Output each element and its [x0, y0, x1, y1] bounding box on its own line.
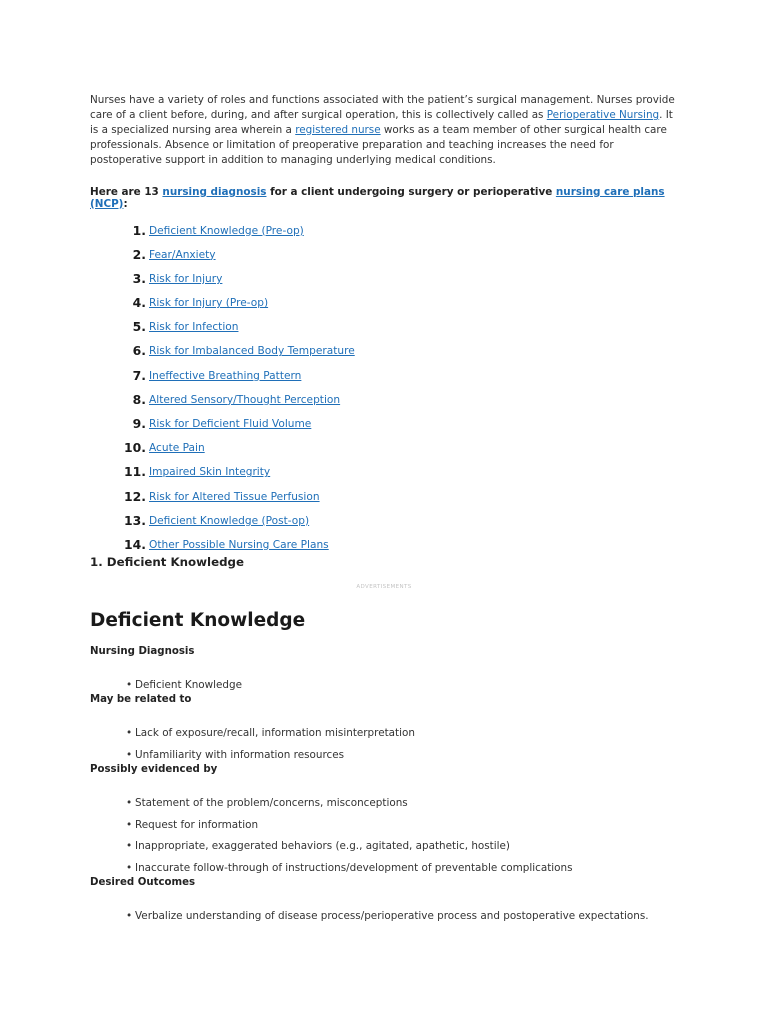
bullet-icon: • [126, 727, 133, 739]
toc-number: 5. [132, 319, 146, 335]
toc-item [90, 417, 675, 441]
toc-link[interactable]: Deficient Knowledge (Pre-op) [149, 224, 304, 237]
toc-item [90, 248, 675, 272]
table-of-contents [90, 224, 675, 563]
toc-link[interactable]: Impaired Skin Integrity [149, 466, 271, 479]
desired-outcomes-label: Desired Outcomes [90, 877, 196, 888]
toc-link[interactable]: Risk for Imbalanced Body Temperature [149, 345, 355, 358]
article-body [90, 93, 675, 922]
list-item-text: Deficient Knowledge [135, 679, 243, 691]
list-item [126, 749, 344, 761]
evidenced-by-label: Possibly evidenced by [90, 764, 218, 775]
toc-link[interactable]: Risk for Infection [149, 321, 239, 334]
related-to-label: May be related to [90, 694, 192, 705]
list-item [126, 862, 573, 874]
bullet-icon: • [126, 840, 133, 852]
list-item-text: Inaccurate follow-through of instructions/development of preventable complications [135, 862, 573, 874]
list-item [126, 840, 510, 852]
toc-item [90, 296, 675, 320]
toc-number: 8. [132, 391, 146, 407]
toc-item [90, 490, 675, 514]
toc-number: 14. [124, 536, 146, 552]
toc-link[interactable]: Other Possible Nursing Care Plans [149, 538, 329, 551]
list-item-text: Unfamiliarity with information resources [135, 749, 345, 761]
toc-number: 11. [124, 464, 146, 480]
toc-link[interactable]: Risk for Altered Tissue Perfusion [149, 490, 320, 503]
list-item [126, 727, 415, 739]
toc-number: 7. [132, 367, 146, 383]
toc-item [90, 320, 675, 344]
section-heading: Deficient Knowledge [90, 610, 306, 631]
advertisements-label: ADVERTISEMENTS [356, 584, 412, 590]
toc-link[interactable]: Ineffective Breathing Pattern [149, 369, 302, 382]
intro-text: Nurses have a variety of roles and functions associated with the patient’s surgical management. Nurses provide care of a client before, during, and after surgical operation, this is collectively called as [90, 94, 675, 121]
toc-number: 6. [132, 343, 146, 359]
nursing-care-plans-link[interactable]: nursing care plans (NCP) [90, 185, 665, 210]
toc-link[interactable]: Acute Pain [149, 442, 205, 455]
lead-sentence [90, 186, 675, 210]
intro-text: . It is a specialized nursing area wherein a [90, 108, 673, 136]
list-item [126, 797, 408, 809]
list-item-text: Verbalize understanding of disease process/perioperative process and postoperative expectations. [135, 910, 649, 922]
toc-number: 1. [132, 222, 146, 238]
toc-link[interactable]: Deficient Knowledge (Post-op) [149, 514, 310, 527]
toc-number: 4. [132, 295, 146, 311]
list-item [126, 910, 649, 922]
perioperative-nursing-link[interactable]: Perioperative Nursing [546, 108, 660, 121]
toc-link[interactable]: Risk for Injury [149, 272, 223, 285]
registered-nurse-link[interactable]: registered nurse [295, 123, 381, 136]
toc-link[interactable]: Risk for Deficient Fluid Volume [149, 418, 312, 431]
intro-paragraph [90, 93, 675, 168]
toc-item [90, 393, 675, 417]
lead-text: for a client undergoing surgery or perioperative [266, 185, 556, 198]
toc-link[interactable]: Fear/Anxiety [149, 248, 216, 261]
bullet-icon: • [126, 797, 133, 809]
nursing-diagnosis-link[interactable]: nursing diagnosis [162, 185, 267, 198]
toc-item [90, 441, 675, 465]
toc-number: 9. [132, 416, 146, 432]
toc-number: 13. [124, 512, 146, 528]
toc-item [90, 369, 675, 393]
bullet-icon: • [126, 862, 133, 874]
list-item-text: Inappropriate, exaggerated behaviors (e.g., agitated, apathetic, hostile) [135, 840, 510, 852]
toc-number: 10. [124, 440, 146, 456]
toc-item [90, 514, 675, 538]
section-subheading: 1. Deficient Knowledge [90, 555, 244, 569]
toc-item [90, 465, 675, 489]
lead-text: Here are 13 [90, 185, 163, 198]
intro-text: works as a team member of other surgical health care professionals. Absence or limitation of preoperative preparation and teaching increases the need for postoperative support in addition to managing underlying medical conditions. [90, 123, 667, 166]
bullet-icon: • [126, 910, 133, 922]
toc-item [90, 344, 675, 368]
list-item [126, 679, 242, 691]
bullet-icon: • [126, 679, 133, 691]
toc-number: 12. [124, 488, 146, 504]
bullet-icon: • [126, 819, 133, 831]
nursing-diagnosis-label: Nursing Diagnosis [90, 646, 195, 657]
list-item [126, 819, 258, 831]
toc-item [90, 224, 675, 248]
toc-number: 2. [132, 246, 146, 262]
lead-text: : [123, 197, 128, 210]
list-item-text: Lack of exposure/recall, information misinterpretation [135, 727, 415, 739]
toc-link[interactable]: Altered Sensory/Thought Perception [149, 393, 341, 406]
list-item-text: Request for information [135, 819, 259, 831]
toc-link[interactable]: Risk for Injury (Pre-op) [149, 297, 269, 310]
toc-item [90, 272, 675, 296]
toc-number: 3. [132, 270, 146, 286]
bullet-icon: • [126, 749, 133, 761]
list-item-text: Statement of the problem/concerns, misconceptions [135, 797, 408, 809]
